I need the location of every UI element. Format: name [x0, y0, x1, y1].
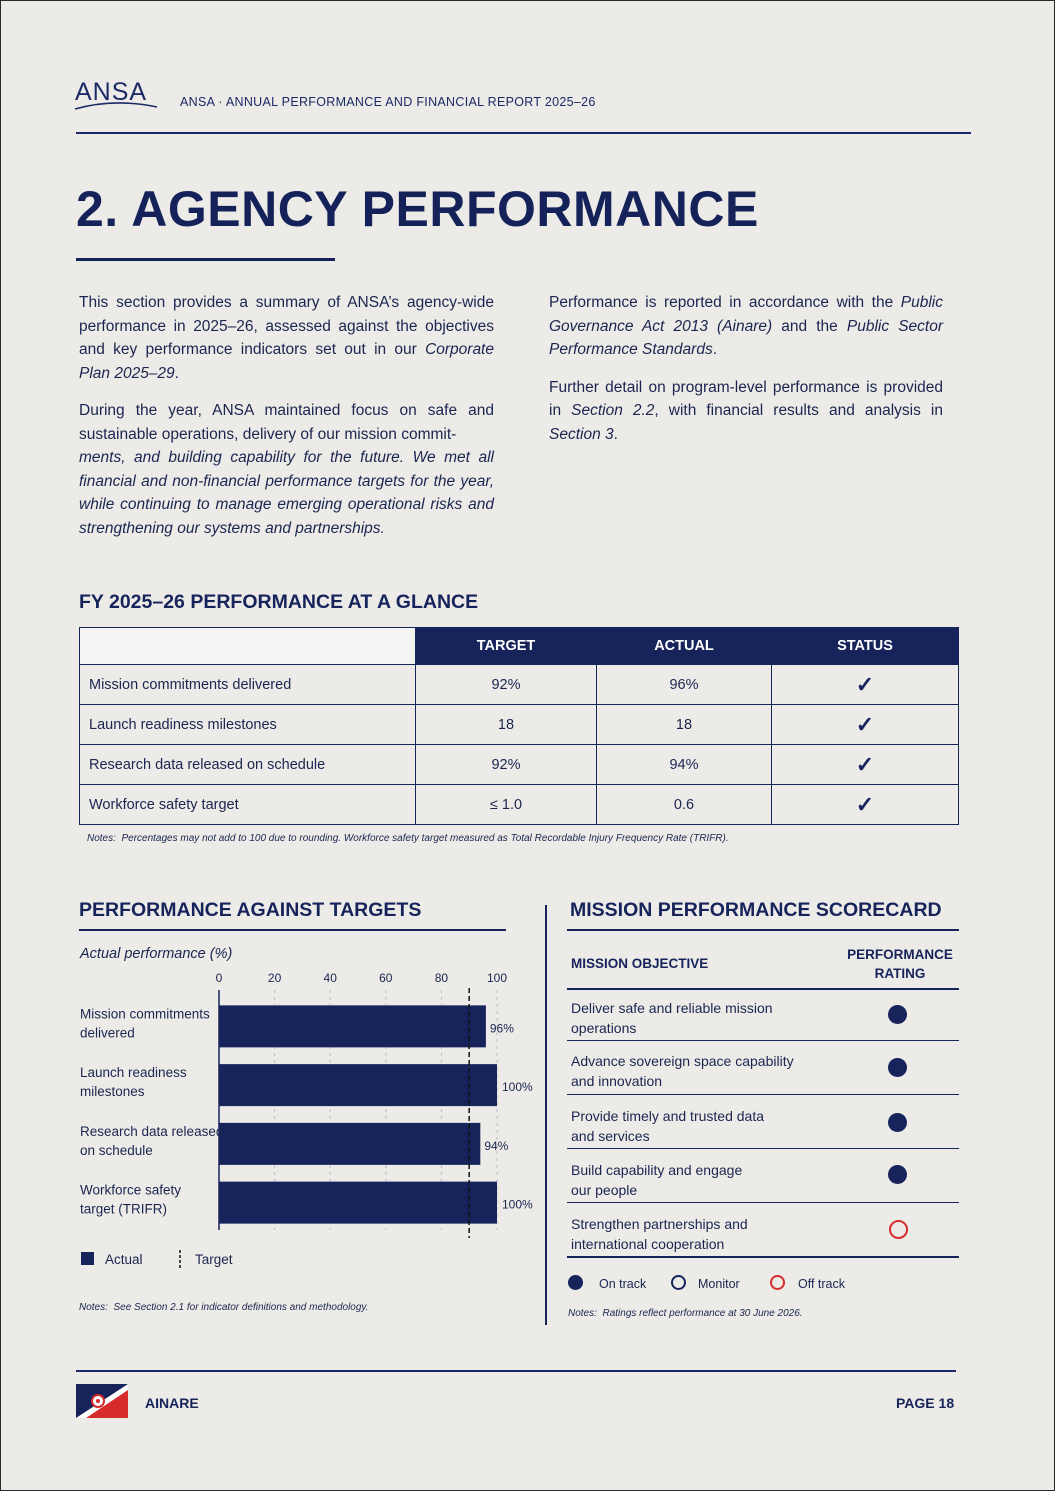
scorecard-objective [571, 998, 773, 1038]
legend-on-track-label: On track [599, 1277, 647, 1291]
intro-p2-italic: ments, and building capability for the future. We met all financial and non-financial performance targets for the year, while continuing to manage emerging operational risks and strengthening our systems and partnerships. [79, 449, 494, 537]
footer-rule [76, 1370, 956, 1372]
intro-p3-end: . [712, 341, 718, 358]
legend-off-track-icon [770, 1275, 785, 1290]
chart-notes-label: Notes: [79, 1302, 108, 1313]
x-tick-label: 0 [215, 971, 223, 985]
intro-p2-text: During the year, ANSA maintained focus on safe and sustainable operations, delivery of our mission commit- [79, 402, 494, 443]
category-label: target (TRIFR) [80, 1201, 168, 1217]
scorecard-row-rule [567, 1040, 959, 1041]
legend-off-track-label: Off track [798, 1277, 846, 1291]
status-check-glyph: ✓ [855, 751, 875, 777]
status-check-icon [772, 665, 959, 705]
title-rule [76, 258, 335, 261]
category-label: Workforce safety [80, 1182, 182, 1198]
kpi-target: 92% [416, 745, 597, 785]
kpi-actual: 94% [597, 745, 772, 785]
kpi-actual: 0.6 [597, 785, 772, 825]
category-label: delivered [80, 1025, 135, 1041]
column-divider [545, 905, 547, 1325]
intro-p3-standards-ref: Public Sector Performance Standards [549, 317, 944, 358]
x-tick-label: 40 [323, 971, 337, 985]
legend-monitor-label: Monitor [698, 1277, 740, 1291]
performance-bar-chart [0, 960, 545, 1285]
scorecard-objective [571, 1106, 764, 1146]
on-track-dot-icon [888, 1005, 907, 1024]
on-track-dot-icon [888, 1113, 907, 1132]
scorecard-row-rule [567, 1094, 959, 1095]
ansa-logo-text: ANSA [75, 78, 148, 106]
bar-value-label: 96% [489, 1021, 514, 1036]
legend-actual-label: Actual [105, 1252, 143, 1267]
chart-title: PERFORMANCE AGAINST TARGETS [79, 899, 422, 921]
on-track-dot-icon [888, 1165, 907, 1184]
kpi-actual: 96% [597, 665, 772, 705]
kpi-name: Research data released on schedule [80, 745, 416, 785]
glance-header-row [80, 628, 959, 665]
x-tick-label: 80 [434, 971, 449, 985]
category-label: on schedule [80, 1142, 153, 1158]
status-check-icon [772, 785, 959, 825]
intro-paragraph-2 [79, 399, 494, 540]
kpi-name: Launch readiness milestones [80, 705, 416, 745]
bar-value-label: 100% [502, 1080, 533, 1095]
scorecard-row-rule [567, 1202, 959, 1203]
scorecard-title-rule [567, 929, 959, 931]
bar [219, 1182, 497, 1224]
table-row [80, 745, 959, 785]
intro-p3-joiner: and the [772, 317, 847, 335]
table-row [80, 665, 959, 705]
category-label: Research data released [80, 1123, 224, 1139]
scorecard-row-rule [567, 1148, 959, 1149]
kpi-target: ≤ 1.0 [416, 785, 597, 825]
page-number: PAGE 18 [896, 1395, 955, 1411]
intro-p4-section-ref-2: Section 3 [549, 425, 614, 443]
scorecard-col-rating-line1: PERFORMANCE [847, 947, 953, 962]
scorecard-objective [571, 1214, 748, 1254]
bar [219, 1064, 497, 1106]
ansa-logo-swoosh-icon [74, 98, 158, 112]
scorecard-col-objective: MISSION OBJECTIVE [571, 956, 709, 971]
scorecard-notes-label: Notes: [568, 1308, 597, 1319]
ainare-flag-icon [76, 1384, 128, 1418]
chart-notes-text: See Section 2.1 for indicator definitions and methodology. [113, 1302, 369, 1313]
scorecard-notes-text: Ratings reflect performance at 30 June 2026. [602, 1308, 803, 1319]
bar [219, 1123, 480, 1165]
scorecard-objective [571, 1051, 794, 1091]
intro-p4-section-ref-1: Section 2.2 [571, 402, 655, 419]
intro-p4-joiner: , with financial results and analysis in [654, 402, 943, 419]
scorecard-col-rating-line2: RATING [874, 966, 926, 981]
glance-header-status: STATUS [772, 628, 959, 665]
intro-paragraph-3 [549, 291, 943, 362]
scorecard-objective-line2: our people [571, 1182, 638, 1198]
off-track-ring-icon [889, 1220, 908, 1239]
scorecard-objective-line1: Advance sovereign space capability [571, 1053, 794, 1069]
kpi-target: 92% [416, 665, 597, 705]
scorecard-heading: MISSION PERFORMANCE SCORECARD [570, 899, 942, 921]
status-check-glyph: ✓ [855, 671, 875, 697]
kpi-name: Mission commitments delivered [80, 665, 416, 705]
x-tick-label: 60 [379, 971, 393, 985]
scorecard-objective-line2: international cooperation [571, 1236, 725, 1252]
chart-notes [79, 1302, 368, 1313]
kpi-target: 18 [416, 705, 597, 745]
glance-notes [87, 833, 729, 844]
scorecard-objective [571, 1160, 742, 1200]
scorecard-objective-line1: Provide timely and trusted data [571, 1108, 764, 1124]
performance-glance-table [79, 627, 959, 825]
glance-notes-text: Percentages may not add to 100 due to rounding. Workforce safety target measured as Total Recordable Injury Frequency Rate (TRIFR). [121, 833, 729, 844]
intro-p3-act-ref: Public Governance Act 2013 (Ainare) [549, 294, 943, 335]
intro-p1-text: This section provides a summary of ANSA’s agency-wide performance in 2025–26, assessed against the objectives and key performance indicators set out in our [79, 294, 494, 358]
chart-subtitle: Actual performance (%) [80, 946, 233, 962]
glance-header-target: TARGET [416, 628, 597, 665]
scorecard-header-rule [567, 988, 959, 990]
scorecard-col-rating [840, 945, 960, 983]
scorecard-objective-line2: and services [571, 1128, 650, 1144]
scorecard-objective-line2: and innovation [571, 1073, 663, 1089]
glance-notes-label: Notes: [87, 833, 116, 844]
legend-monitor-icon [671, 1275, 686, 1290]
header-rule [76, 132, 971, 134]
glance-header-blank [80, 628, 416, 665]
chart-title-rule [79, 929, 506, 931]
category-label: milestones [80, 1084, 145, 1100]
legend-target-label: Target [195, 1252, 233, 1267]
x-tick-label: 20 [267, 971, 282, 985]
category-label: Launch readiness [80, 1065, 187, 1081]
scorecard-objective-line2: operations [571, 1020, 637, 1036]
intro-paragraph-1 [79, 291, 494, 385]
footer-country-label: AINARE [145, 1395, 199, 1411]
section-title: 2. AGENCY PERFORMANCE [76, 181, 759, 237]
legend-on-track-icon [568, 1275, 583, 1290]
kpi-name: Workforce safety target [80, 785, 416, 825]
bar [219, 1005, 486, 1047]
intro-p3-text: Performance is reported in accordance with the [549, 294, 901, 311]
report-header-title: ANSA · ANNUAL PERFORMANCE AND FINANCIAL REPORT 2025–26 [180, 95, 596, 109]
intro-left-column [79, 291, 494, 554]
status-check-glyph: ✓ [855, 711, 875, 737]
glance-header-actual: ACTUAL [597, 628, 772, 665]
table-row [80, 705, 959, 745]
intro-paragraph-4 [549, 376, 943, 447]
bar-value-label: 94% [484, 1138, 509, 1153]
table-row [80, 785, 959, 825]
category-label: Mission commitments [80, 1006, 210, 1022]
kpi-actual: 18 [597, 705, 772, 745]
intro-p1-end: . [174, 364, 179, 382]
bar-value-label: 100% [502, 1197, 533, 1212]
x-tick-label: 100 [486, 971, 508, 985]
intro-p1-plan-ref: Corporate Plan 2025–29 [79, 341, 494, 382]
status-check-icon [772, 745, 959, 785]
intro-p4-end: . [613, 425, 618, 443]
scorecard-objective-line1: Deliver safe and reliable mission [571, 1000, 773, 1016]
intro-right-column [549, 291, 943, 460]
scorecard-bottom-rule [567, 1256, 959, 1258]
scorecard-objective-line1: Build capability and engage [571, 1162, 743, 1178]
scorecard-objective-line1: Strengthen partnerships and [571, 1216, 748, 1232]
glance-heading: FY 2025–26 PERFORMANCE AT A GLANCE [79, 591, 479, 613]
scorecard-notes [568, 1308, 803, 1319]
status-check-glyph: ✓ [855, 791, 875, 817]
status-check-icon [772, 705, 959, 745]
intro-p4-text: Further detail on program-level performance is provided in [549, 378, 943, 419]
on-track-dot-icon [888, 1058, 907, 1077]
legend-actual-swatch [81, 1252, 94, 1265]
